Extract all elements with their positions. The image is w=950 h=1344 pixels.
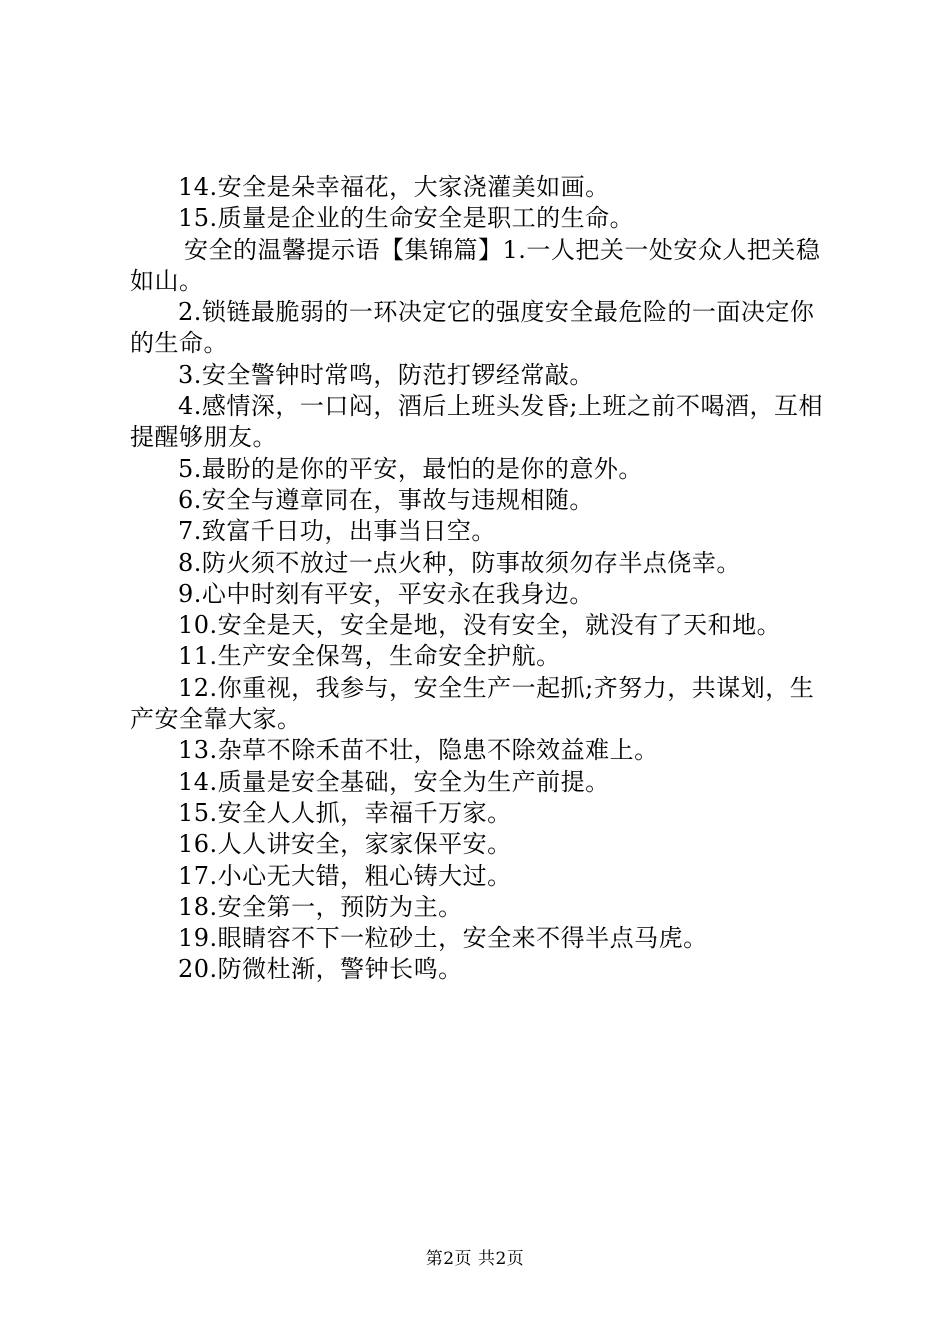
paragraph: 8.防火须不放过一点火种，防事故须勿存半点侥幸。: [178, 548, 741, 577]
paragraph: 2.锁链最脆弱的一环决定它的强度安全最危险的一面决定你的生命。: [130, 298, 815, 358]
paragraph: 16.人人讲安全，家家保平安。: [178, 830, 512, 859]
page-footer: 第2页 共2页: [425, 1249, 525, 1269]
paragraph: 14.安全是朵幸福花，大家浇灌美如画。: [178, 173, 610, 201]
paragraph: 3.安全警钟时常鸣，防范打锣经常敲。: [178, 360, 594, 389]
paragraph: 13.杂草不除禾苗不壮，隐患不除效益难上。: [178, 736, 659, 765]
paragraph: 7.致富千日功，出事当日空。: [178, 517, 496, 546]
paragraph: 15.质量是企业的生命安全是职工的生命。: [178, 204, 635, 233]
paragraph: 12.你重视，我参与，安全生产一起抓;齐努力，共谋划，生产安全靠大家。: [130, 673, 815, 734]
paragraph: 20.防微杜渐，警钟长鸣。: [178, 955, 463, 984]
paragraph: 17.小心无大错，粗心铸大过。: [178, 861, 512, 890]
paragraph: 11.生产安全保驾，生命安全护航。: [178, 642, 561, 671]
paragraph: 19.眼睛容不下一粒砂土，安全来不得半点马虎。: [178, 924, 708, 953]
paragraph: 6.安全与遵章同在，事故与违规相随。: [178, 485, 594, 514]
paragraph: 10.安全是天，安全是地，没有安全，就没有了天和地。: [178, 611, 782, 640]
document-body: [130, 172, 835, 986]
paragraph: 9.心中时刻有平安，平安永在我身边。: [178, 579, 594, 608]
section-heading-paragraph: 安全的温馨提示语【集锦篇】1.一人把关一处安众人把关稳如山。: [130, 235, 821, 295]
paragraph: 14.质量是安全基础，安全为生产前提。: [178, 767, 610, 796]
paragraph: 5.最盼的是你的平安，最怕的是你的意外。: [178, 454, 643, 483]
paragraph: 18.安全第一，预防为主。: [178, 892, 463, 921]
paragraph: 4.感情深，一口闷，酒后上班头发昏;上班之前不喝酒，互相提醒够朋友。: [130, 392, 823, 452]
paragraph: 15.安全人人抓，幸福千万家。: [178, 798, 512, 827]
